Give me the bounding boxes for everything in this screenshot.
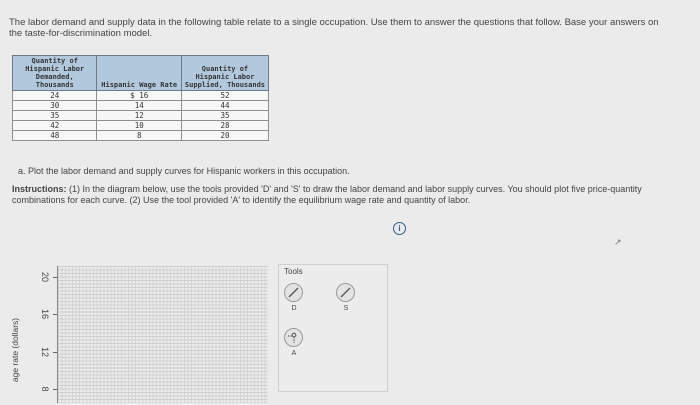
y-tick-label: 8 (40, 386, 50, 392)
cell-wage: 8 (97, 131, 181, 141)
table-row (13, 91, 269, 101)
tools-title: Tools (284, 267, 303, 276)
cell-supplied: 52 (181, 91, 268, 101)
y-tick-label: 20 (40, 271, 50, 282)
y-tick-label: 16 (40, 308, 50, 319)
header-supplied: Quantity of Hispanic Labor Supplied, Thousands (181, 56, 268, 91)
cell-wage: 12 (97, 111, 181, 121)
grid (58, 266, 268, 403)
cell-demanded: 48 (13, 131, 97, 141)
y-tick-label: 12 (40, 346, 50, 357)
table-row (13, 111, 269, 121)
table-row (13, 101, 269, 111)
cell-demanded: 42 (13, 121, 97, 131)
supply-tool-label: S (343, 305, 349, 312)
cell-wage: $ 16 (97, 91, 181, 101)
demand-tool-label: D (291, 305, 297, 312)
equilibrium-tool-label: A (291, 350, 297, 357)
cell-wage: 14 (97, 101, 181, 111)
equilibrium-point-tool-button[interactable] (284, 328, 303, 347)
point-tool-icon (285, 329, 302, 346)
instructions-text: (1) In the diagram below, use the tools provided 'D' and 'S' to draw the labor demand and labor supply curves. You should plot five price-quantity combinations for each curve. (2) Use the tool provided 'A' to identify the equilibrium wage rate and quantity of labor. (12, 184, 642, 205)
labor-data-table (12, 55, 269, 141)
intro-text: The labor demand and supply data in the following table relate to a single occupation. Use them to answer the questions that follow. Base your answers on the taste-for-discrimination model. (9, 17, 659, 39)
cell-wage: 10 (97, 121, 181, 131)
header-demanded: Quantity of Hispanic Labor Demanded, Thousands (13, 56, 97, 91)
supply-line-tool-button[interactable] (336, 283, 355, 302)
info-icon[interactable]: i (393, 222, 406, 235)
cell-supplied: 28 (181, 121, 268, 131)
cell-supplied: 44 (181, 101, 268, 111)
line-tool-icon (285, 284, 302, 301)
cell-demanded: 30 (13, 101, 97, 111)
instructions (12, 184, 644, 205)
cell-demanded: 35 (13, 111, 97, 121)
header-wage: Hispanic Wage Rate (97, 56, 181, 91)
mouse-cursor-icon: ↗ (614, 237, 622, 247)
cell-demanded: 24 (13, 91, 97, 101)
cell-supplied: 20 (181, 131, 268, 141)
plot-area[interactable] (57, 266, 268, 403)
table-row (13, 121, 269, 131)
demand-line-tool-button[interactable] (284, 283, 303, 302)
line-tool-icon (337, 284, 354, 301)
cell-supplied: 35 (181, 111, 268, 121)
question-a: a. Plot the labor demand and supply curves for Hispanic workers in this occupation. (18, 166, 350, 176)
y-axis-label: age rate (dollars) (10, 317, 20, 383)
instructions-label: Instructions: (12, 184, 67, 194)
table-row (13, 131, 269, 141)
